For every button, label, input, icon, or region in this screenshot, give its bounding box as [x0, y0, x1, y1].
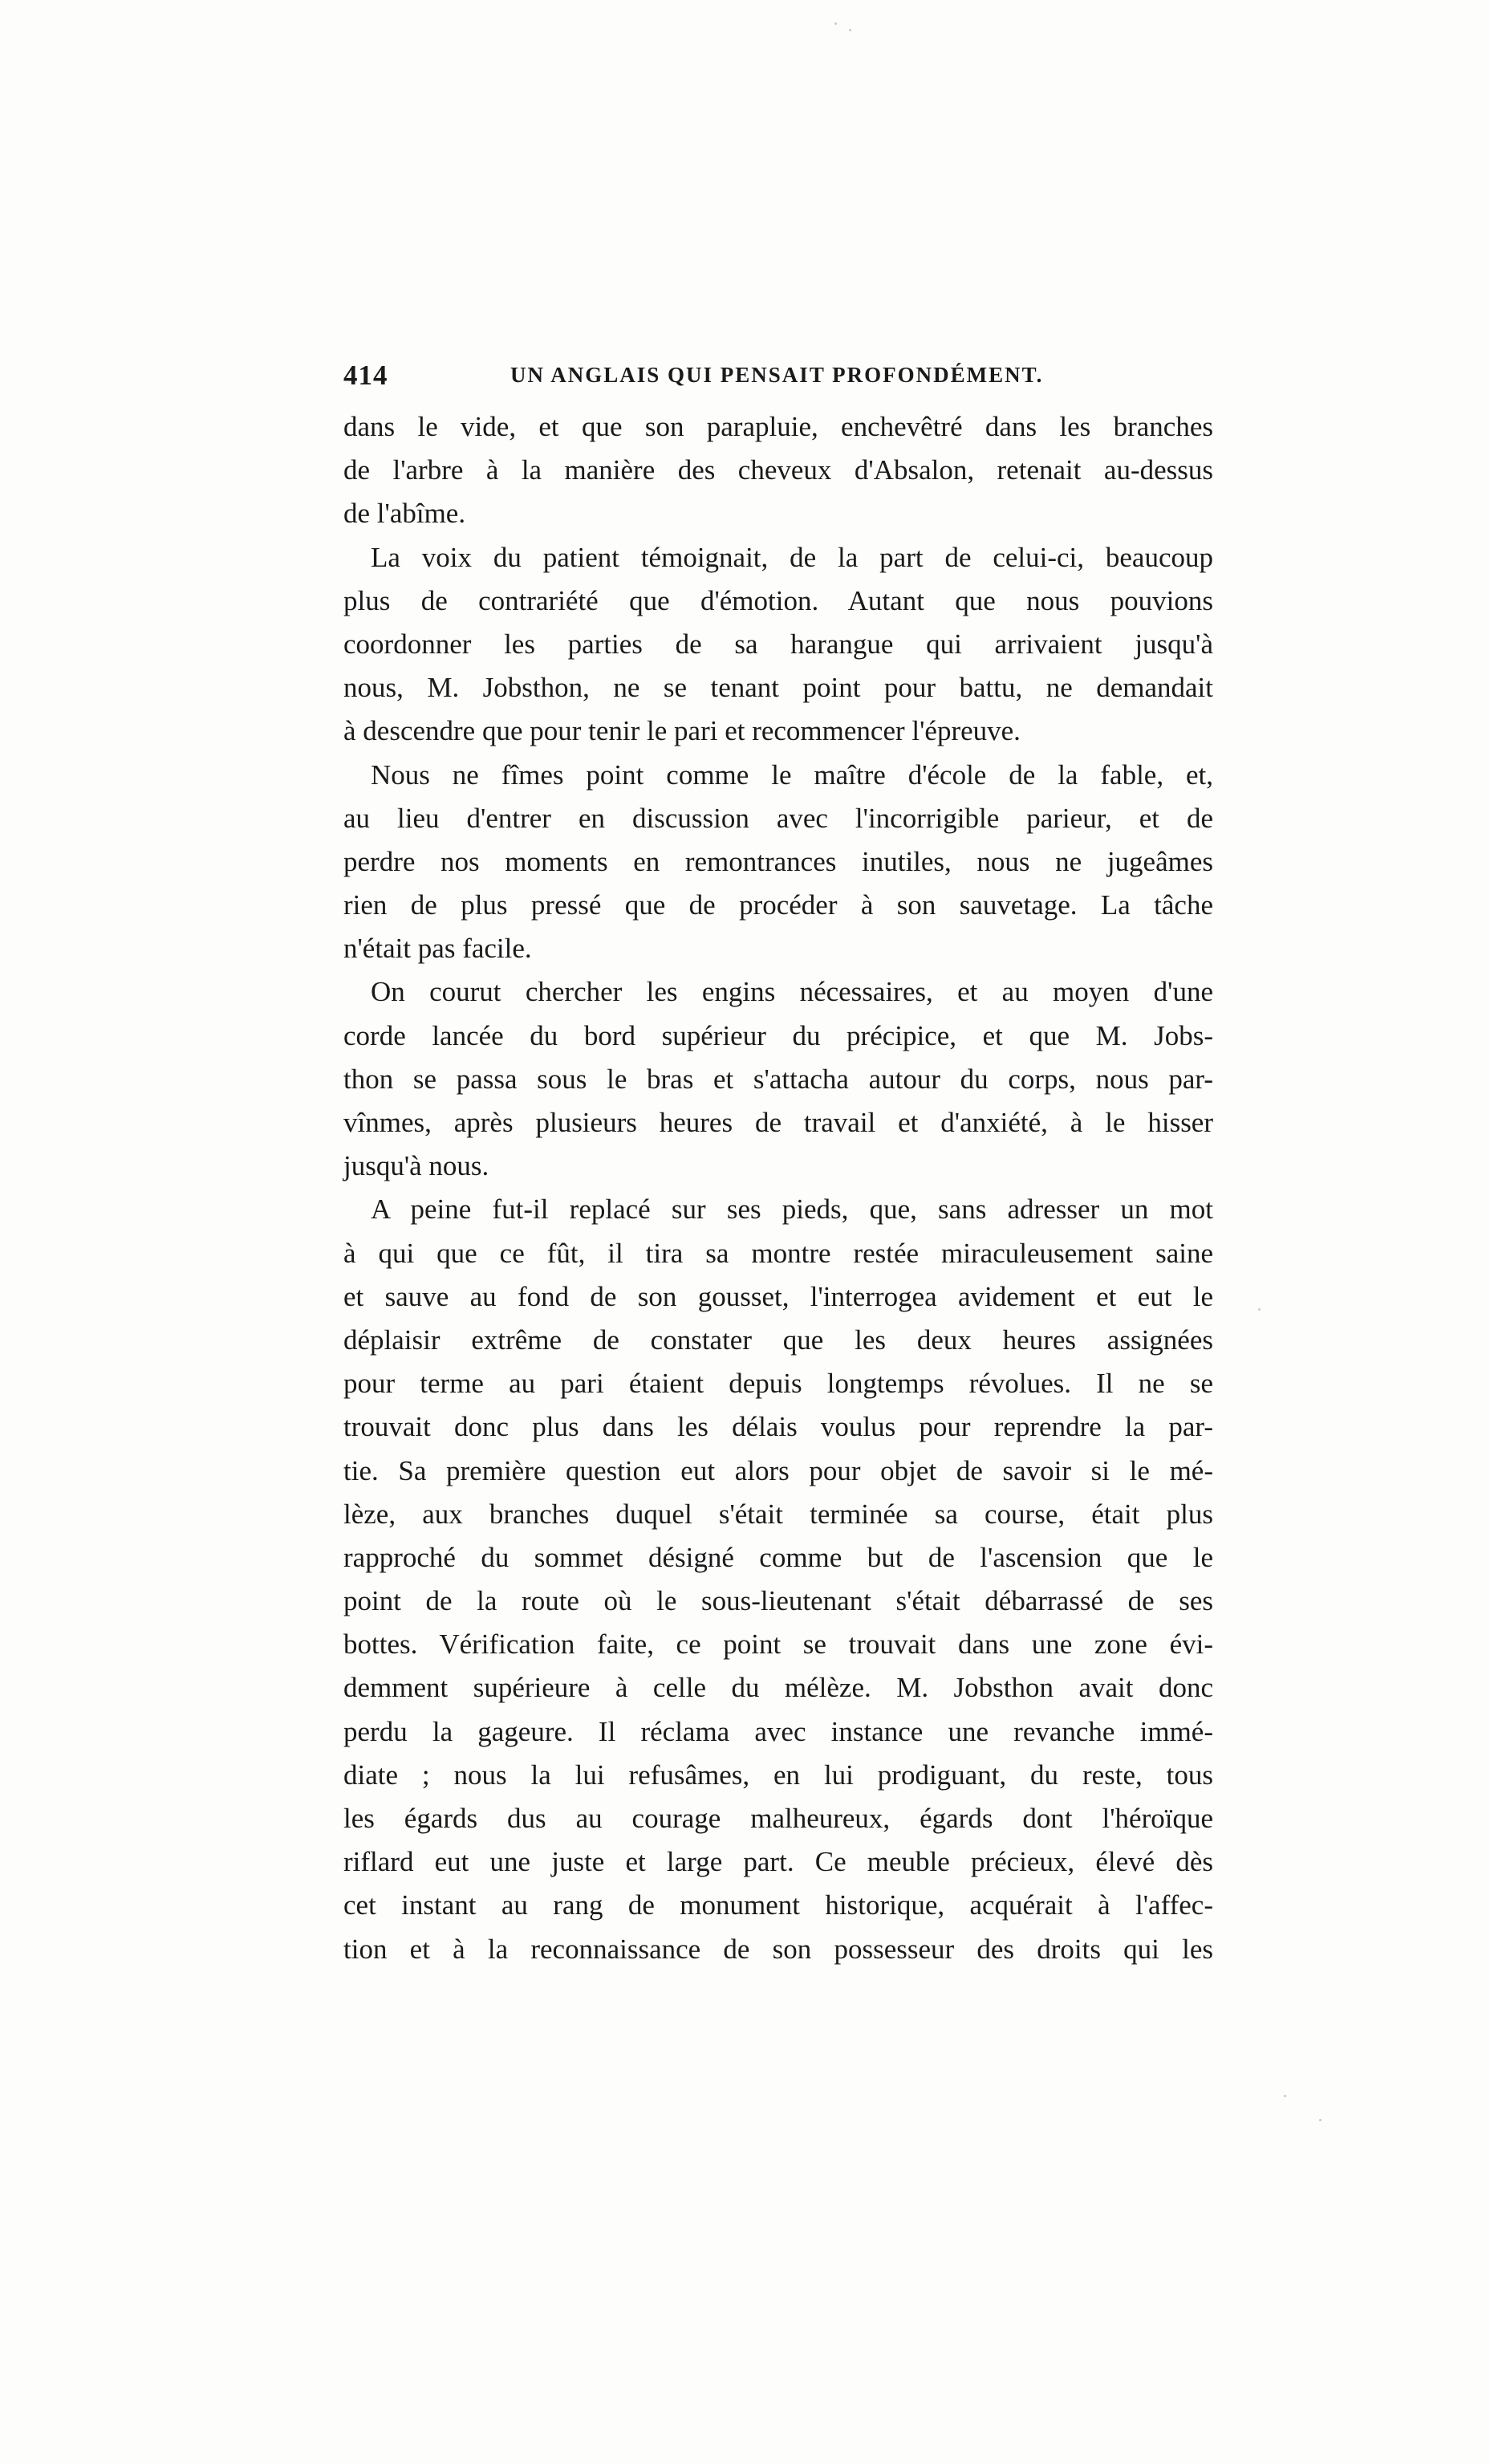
text-line: riflard eut une juste et large part. Ce meuble précieux, élevé dès [343, 1846, 1213, 1878]
text-line: à qui que ce fût, il tira sa montre restée miraculeusement saine [343, 1237, 1213, 1269]
text-line: vînmes, après plusieurs heures de travail et d'anxiété, à le hisser [343, 1107, 1213, 1138]
running-head [343, 360, 1218, 408]
page-number: 414 [343, 360, 388, 391]
text-line: coordonner les parties de sa harangue qui arrivaient jusqu'à [343, 628, 1213, 660]
text-line: rapproché du sommet désigné comme but de l'ascension que le [343, 1541, 1213, 1573]
text-line: à descendre que pour tenir le pari et recommencer l'épreuve. [343, 715, 1021, 747]
text-line: déplaisir extrême de constater que les deux heures assignées [343, 1323, 1213, 1356]
text-line: rien de plus pressé que de procéder à son sauvetage. La tâche [343, 889, 1213, 921]
paragraph [343, 754, 1213, 971]
text-line: diate ; nous la lui refusâmes, en lui prodiguant, du reste, tous [343, 1759, 1213, 1791]
text-line: lèze, aux branches duquel s'était terminée sa course, était plus [343, 1498, 1213, 1530]
text-line: les égards dus au courage malheureux, égards dont l'héroïque [343, 1803, 1213, 1834]
text-line: perdu la gageure. Il réclama avec instance une revanche immé- [343, 1715, 1213, 1747]
text-line: thon se passa sous le bras et s'attacha autour du corps, nous par- [343, 1063, 1213, 1095]
text-line: La voix du patient témoignait, de la part de celui-ci, beaucoup [371, 541, 1213, 573]
text-line: cet instant au rang de monument historique, acquérait à l'affec- [343, 1889, 1213, 1921]
paragraph [343, 1188, 1213, 1970]
running-title: UN ANGLAIS QUI PENSAIT PROFONDÉMENT. [510, 363, 1044, 387]
paragraph [343, 405, 1213, 536]
text-body [343, 405, 1213, 1971]
paragraph [343, 970, 1213, 1188]
text-line: n'était pas facile. [343, 933, 532, 965]
paper-speck [849, 29, 851, 31]
text-line: perdre nos moments en remontrances inutiles, nous ne jugeâmes [343, 845, 1213, 877]
text-line: Nous ne fîmes point comme le maître d'école de la fable, et, [371, 758, 1213, 791]
text-line: de l'arbre à la manière des cheveux d'Absalon, retenait au-dessus [343, 454, 1213, 486]
paper-speck [1258, 1308, 1261, 1311]
text-line: demment supérieure à celle du mélèze. M. Jobsthon avait donc [343, 1672, 1213, 1704]
text-line: On courut chercher les engins nécessaires, et au moyen d'une [371, 976, 1213, 1008]
paper-speck [1284, 2095, 1286, 2097]
text-line: tion et à la reconnaissance de son possesseur des droits qui les [343, 1933, 1213, 1965]
text-line: bottes. Vérification faite, ce point se trouvait dans une zone évi- [343, 1628, 1213, 1661]
text-line: de l'abîme. [343, 498, 466, 530]
text-line: corde lancée du bord supérieur du précipice, et que M. Jobs- [343, 1019, 1213, 1051]
text-line: plus de contrariété que d'émotion. Autant que nous pouvions [343, 584, 1213, 616]
text-line: nous, M. Jobsthon, ne se tenant point pour battu, ne demandait [343, 672, 1213, 704]
text-line: dans le vide, et que son parapluie, enchevêtré dans les branches [343, 411, 1213, 442]
text-line: jusqu'à nous. [343, 1150, 489, 1182]
text-line: au lieu d'entrer en discussion avec l'incorrigible parieur, et de [343, 802, 1213, 834]
paper-speck [1319, 2119, 1322, 2121]
paper-speck [834, 22, 837, 25]
text-line: et sauve au fond de son gousset, l'interrogea avidement et eut le [343, 1280, 1213, 1312]
text-line: trouvait donc plus dans les délais voulus pour reprendre la par- [343, 1411, 1213, 1443]
text-line: A peine fut-il replacé sur ses pieds, que, sans adresser un mot [371, 1193, 1213, 1226]
paragraph [343, 536, 1213, 754]
text-line: pour terme au pari étaient depuis longtemps révolues. Il ne se [343, 1368, 1213, 1400]
text-line: tie. Sa première question eut alors pour objet de savoir si le mé- [343, 1454, 1213, 1486]
text-line: point de la route où le sous-lieutenant s'était débarrassé de ses [343, 1585, 1213, 1617]
